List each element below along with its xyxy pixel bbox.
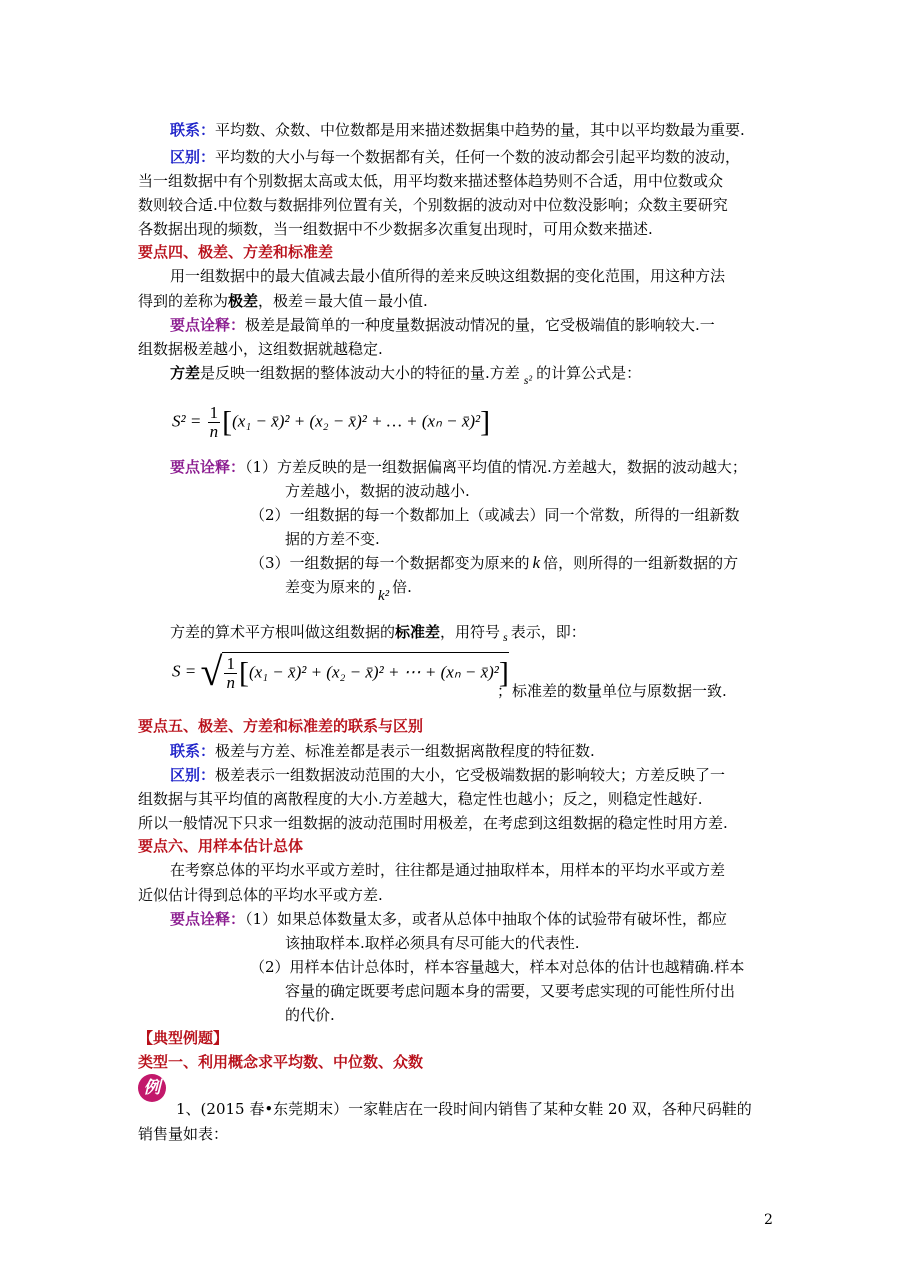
variance-note-3-line-1 [250, 553, 738, 573]
variance-note-1-line-1 [170, 457, 747, 477]
sample-note-1-line-1 [170, 909, 727, 929]
variance-term: 方差 [170, 364, 201, 382]
range-text-c: ，极差＝最大值－最小值. [258, 292, 428, 310]
example-badge-icon: 例 [138, 1074, 166, 1102]
sample-note-2-line-2: 容量的确定既要考虑问题本身的需要，又要考虑实现的可能性所付出 [285, 982, 736, 1000]
square-root [200, 648, 508, 695]
range-text-a: 得到的差称为 [138, 292, 229, 310]
fraction-numerator: 1 [209, 403, 219, 422]
page-number: 2 [764, 1212, 773, 1228]
variance-note-2-line-2: 据的方差不变. [285, 530, 380, 548]
variance-text: 是反映一组数据的整体波动大小的特征的量.方差 [200, 364, 520, 382]
range-note-line-1 [170, 315, 715, 335]
variance-note-2-line-1: （2）一组数据的每一个数都加上（或减去）同一个常数，所得的一组新数 [250, 506, 740, 524]
variance-intro [170, 363, 641, 390]
sample-paragraph-line-1: 在考察总体的平均水平或方差时，往往都是通过抽取样本，用样本的平均水平或方差 [170, 861, 726, 879]
std-formula-body: (x₁ − x̄)² + (x₂ − x̄)² + ⋯ + (xₙ − x̄)² [248, 661, 499, 681]
std-symbol: s [503, 630, 508, 644]
k-squared-symbol: k² [378, 588, 390, 604]
sample-note-1-line-2: 该抽取样本.取样必须具有尽可能大的代表性. [285, 934, 580, 952]
note-text: （3）一组数据的每一个数据都变为原来的 [250, 554, 530, 572]
variance-text-tail: 的计算公式是： [536, 364, 642, 382]
diff-text: 平均数的大小与每一个数据都有关，任何一个数的波动都会引起平均数的波动， [215, 148, 741, 166]
sec5-link-paragraph [170, 741, 595, 761]
note-text: 差变为原来的 [285, 578, 376, 596]
sample-paragraph-line-2: 近似估计得到总体的平均水平或方差. [138, 886, 383, 904]
example-type-1-heading: 类型一、利用概念求平均数、中位数、众数 [138, 1053, 424, 1071]
std-text-a: 方差的算术平方根叫做这组数据的 [170, 623, 396, 641]
diff-paragraph-line-2: 当一组数据中有个别数据太高或太低，用平均数来描述整体趋势则不合适，用中位数或众 [138, 172, 724, 190]
bracket-right: ] [480, 405, 491, 439]
sec5-diff-line-1 [170, 765, 725, 785]
k-symbol: k [532, 553, 541, 572]
note-text: 极差是最简单的一种度量数据波动情况的量，它受极端值的影响较大.一 [245, 316, 715, 334]
std-dev-intro [170, 622, 586, 647]
radical-sign: √ [200, 649, 223, 694]
section-5-heading: 要点五、极差、方差和标准差的联系与区别 [138, 717, 424, 735]
link-text: 极差与方差、标准差都是表示一组数据离散程度的特征数. [215, 742, 595, 760]
note-text: （1）如果总体数量太多，或者从总体中抽取个体的试验带有破坏性，都应 [245, 910, 728, 928]
std-text-d: 表示，即： [510, 623, 586, 641]
variance-note-3-line-2 [285, 577, 412, 606]
diff-text: 极差表示一组数据波动范围的大小，它受极端数据的影响较大；方差反映了一 [215, 766, 726, 784]
note-label: 要点诠释： [170, 316, 246, 334]
section-6-heading: 要点六、用样本估计总体 [138, 837, 304, 855]
variance-formula-fraction [208, 404, 221, 441]
link-paragraph [170, 120, 745, 140]
diff-paragraph-line-4: 各数据出现的频数，当一组数据中不少数据多次重复出现时，可用众数来描述. [138, 220, 653, 238]
variance-formula-body: (x₁ − x̄)² + (x₂ − x̄)² + … + (xₙ − x̄)² [232, 411, 481, 431]
sec5-diff-line-3: 所以一般情况下只求一组数据的波动范围时用极差，在考虑到这组数据的稳定性时用方差. [138, 814, 728, 832]
note-label: 要点诠释： [170, 458, 246, 476]
range-term: 极差 [228, 292, 259, 310]
std-text-c: ，用符号 [440, 623, 501, 641]
variance-note-1-line-2: 方差越小，数据的波动越小. [285, 482, 470, 500]
std-formula-lhs: S = [172, 661, 197, 681]
link-label: 联系： [170, 121, 216, 139]
link-label: 联系： [170, 742, 216, 760]
examples-heading: 【典型例题】 [138, 1029, 229, 1047]
sec5-diff-line-2: 组数据与其平均值的离散程度的大小.方差越大，稳定性也越小；反之，则稳定性越好. [138, 790, 703, 808]
diff-paragraph-line-1 [170, 147, 740, 167]
note-label: 要点诠释： [170, 910, 246, 928]
variance-formula-lhs: S² = [172, 411, 202, 431]
radicand: $\frac{1}{n}$ [(x₁ − x̄)² + (x₂ − x̄)² + ⋯ + (xₙ − x̄)²] [222, 652, 508, 692]
variance-formula [172, 404, 490, 441]
bracket-left: [ [222, 405, 233, 439]
std-dev-formula [172, 648, 509, 695]
note-text: （1）方差反映的是一组数据偏离平均值的情况.方差越大，数据的波动越大； [245, 458, 747, 476]
range-paragraph-line-1: 用一组数据中的最大值减去最小值所得的差来反映这组数据的变化范围，用这种方法 [170, 267, 726, 285]
sample-note-2-line-1: （2）用样本估计总体时，样本容量越大，样本对总体的估计也越精确.样本 [250, 958, 745, 976]
diff-paragraph-line-3: 数则较合适.中位数与数据排列位置有关，个别数据的波动对中位数没影响；众数主要研究 [138, 196, 728, 214]
fraction-denominator: n [209, 422, 219, 441]
variance-symbol: s² [523, 373, 533, 387]
section-4-heading: 要点四、极差、方差和标准差 [138, 243, 334, 261]
question-1-line-2: 销售量如表： [138, 1125, 229, 1143]
note-text-tail: 倍. [392, 578, 412, 596]
question-1-line-1: 1、(2015 春•东莞期末）一家鞋店在一段时间内销售了某种女鞋 20 双，各种尺码鞋的 [176, 1100, 752, 1118]
diff-label: 区别： [170, 766, 216, 784]
range-note-line-2: 组数据极差越小，这组数据就越稳定. [138, 340, 383, 358]
diff-label: 区别： [170, 148, 216, 166]
note-text-tail: 倍，则所得的一组新数据的方 [543, 554, 739, 572]
link-text: 平均数、众数、中位数都是用来描述数据集中趋势的量，其中以平均数最为重要. [215, 121, 745, 139]
std-dev-tail: ；标准差的数量单位与原数据一致. [497, 682, 727, 700]
sample-note-2-line-3: 的代价. [285, 1006, 335, 1024]
range-paragraph-line-2 [138, 291, 428, 311]
std-term: 标准差 [395, 623, 441, 641]
